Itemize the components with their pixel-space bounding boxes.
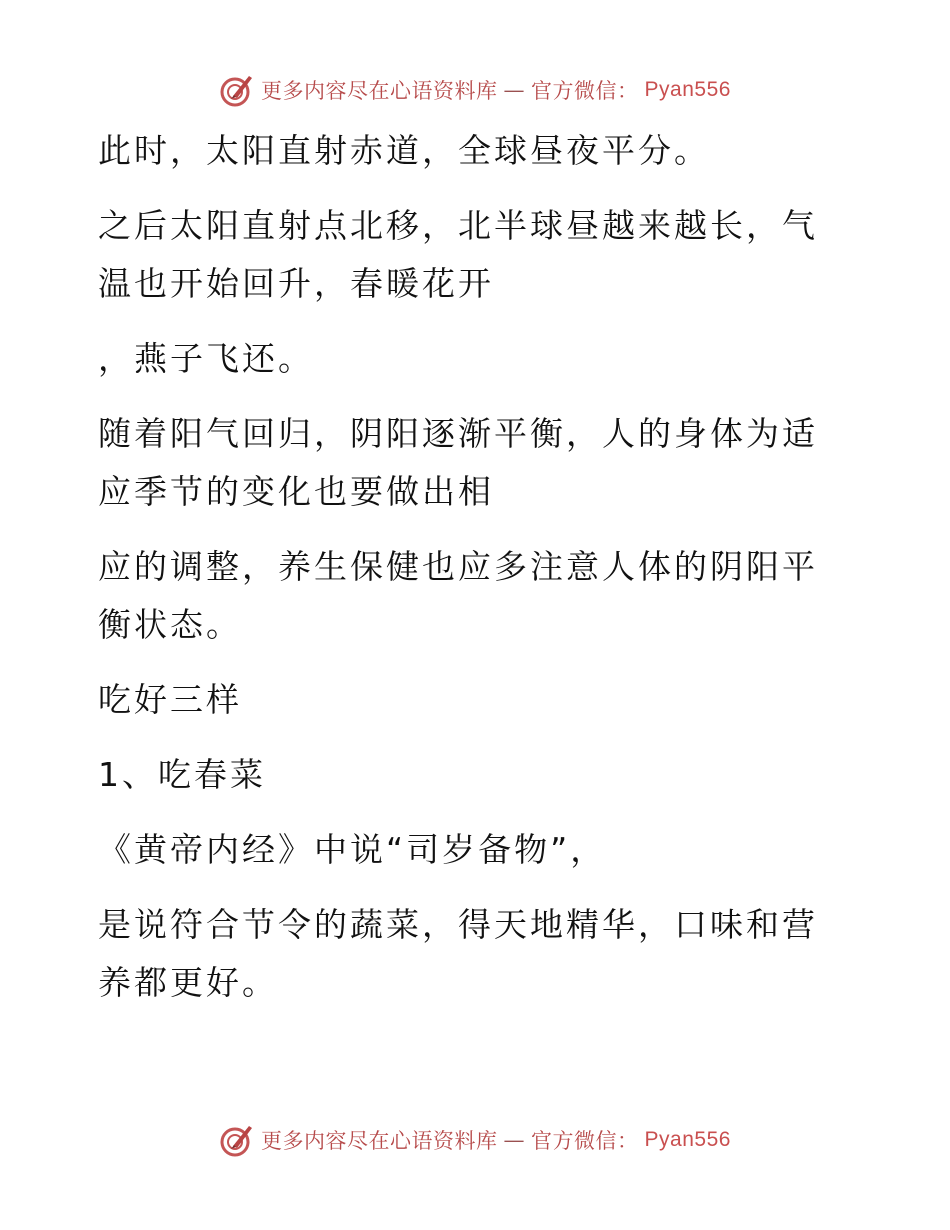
header-banner [0, 70, 950, 110]
paragraph: 应的调整，养生保健也应多注意人体的阴阳平衡状态。 [98, 547, 818, 644]
paragraph: 此时，太阳直射赤道，全球昼夜平分。 [98, 131, 710, 170]
banner-separator: — [503, 1128, 526, 1152]
banner-wechat-label: 官方微信： [531, 1129, 639, 1153]
banner-wechat-label: 官方微信： [531, 79, 639, 103]
banner-text: 更多内容尽在心语资料库 [261, 1129, 498, 1153]
paragraph: 随着阳气回归，阴阳逐渐平衡，人的身体为适应季节的变化也要做出相 [98, 414, 818, 511]
paragraph: 是说符合节令的蔬菜，得天地精华，口味和营养都更好。 [98, 905, 818, 1002]
quill-pen-logo-icon [219, 72, 255, 108]
paragraph: ，燕子飞还。 [98, 339, 314, 378]
quill-pen-logo-icon [219, 1122, 255, 1158]
section-heading: 吃好三样 [98, 680, 242, 719]
footer-banner [0, 1120, 950, 1160]
banner-wechat-id: Pyan556 [644, 78, 731, 101]
banner-separator: — [503, 78, 526, 102]
document-body [98, 122, 838, 1012]
subsection-heading: 1、吃春菜 [98, 755, 266, 794]
banner-wechat-id: Pyan556 [644, 1128, 731, 1151]
banner-text: 更多内容尽在心语资料库 [261, 79, 498, 103]
paragraph: 《黄帝内经》中说“司岁备物”， [98, 830, 607, 869]
paragraph: 之后太阳直射点北移，北半球昼越来越长，气温也开始回升，春暖花开 [98, 206, 818, 303]
